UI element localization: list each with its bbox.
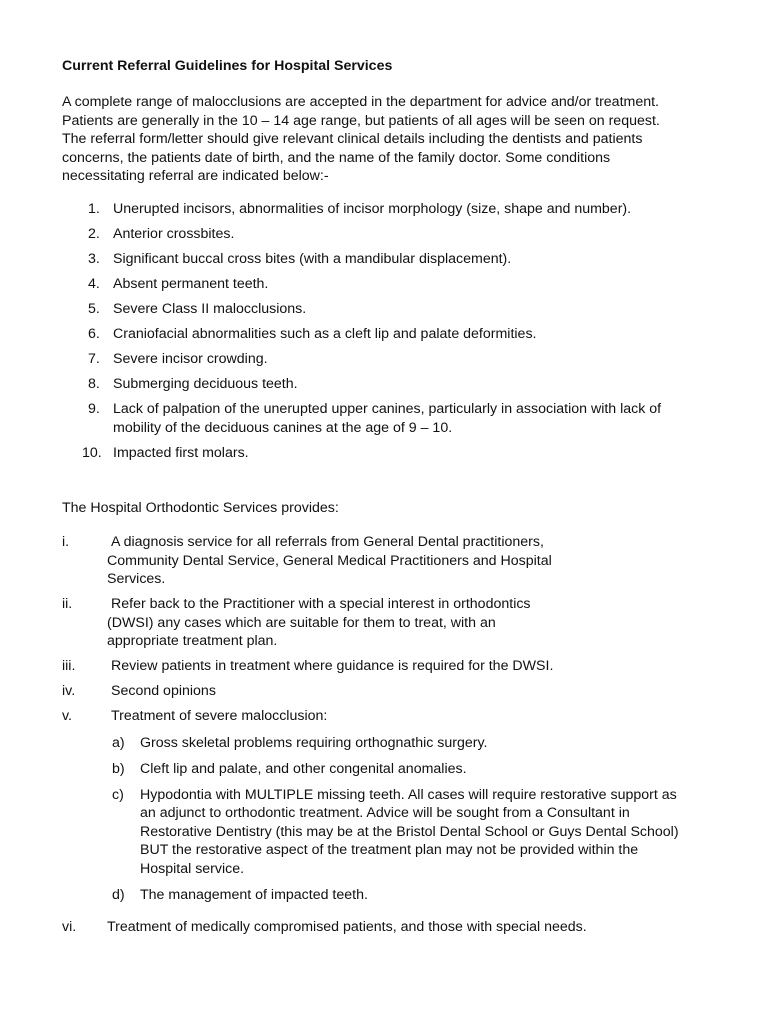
item-number: vi. — [62, 919, 77, 935]
item-text — [107, 707, 679, 726]
item-text: Severe incisor crowding. — [113, 351, 268, 367]
item-text: Unerupted incisors, abnormalities of incisor morphology (size, shape and number). — [113, 201, 632, 217]
item-number: 7. — [88, 351, 100, 367]
intro-paragraph — [62, 93, 722, 186]
item-text: Anterior crossbites. — [113, 226, 235, 242]
item-number: 1. — [88, 201, 100, 217]
item-number: 4. — [88, 276, 100, 292]
intro-line: A complete range of malocclusions are accepted in the department for advice and/or treatment. — [62, 94, 659, 110]
list-item — [0, 533, 679, 589]
sub-item-text: an adjunct to orthodontic treatment. Advice will be sought from a Consultant in — [140, 805, 630, 821]
item-line: (DWSI) any cases which are suitable for them to treat, with an — [107, 614, 496, 631]
sub-list-item — [107, 786, 679, 879]
item-line: Review patients in treatment where guidance is required for the DWSI. — [111, 658, 554, 674]
sub-item-text: Hypodontia with MULTIPLE missing teeth. All cases will require restorative support as — [140, 786, 677, 803]
item-text: Lack of palpation of the unerupted upper canines, particularly in association with lack of — [113, 401, 662, 417]
item-line: appropriate treatment plan. — [107, 633, 278, 649]
list-item — [0, 375, 661, 394]
item-number: i. — [62, 534, 70, 550]
item-number: 2. — [88, 226, 100, 242]
item-text: Significant buccal cross bites (with a mandibular displacement). — [113, 251, 512, 267]
item-text — [107, 533, 679, 589]
item-text — [107, 595, 679, 651]
item-number: 10. — [82, 444, 102, 461]
referral-conditions-list — [0, 200, 661, 469]
item-text: Craniofacial abnormalities such as a cleft lip and palate deformities. — [113, 326, 537, 342]
list-item — [0, 400, 661, 437]
item-number: v. — [62, 708, 72, 724]
list-item — [0, 707, 679, 904]
sub-item-text: Gross skeletal problems requiring orthognathic surgery. — [140, 734, 488, 751]
list-item — [0, 300, 661, 319]
item-line: A diagnosis service for all referrals from General Dental practitioners, — [111, 534, 544, 550]
sub-item-letter: d) — [112, 886, 125, 903]
item-number: 6. — [88, 326, 100, 342]
sub-item-text: BUT the restorative aspect of the treatment plan may not be provided within the — [140, 842, 639, 858]
item-text: Absent permanent teeth. — [113, 276, 269, 292]
sub-item-text: Cleft lip and palate, and other congenital anomalies. — [140, 760, 467, 777]
item-number: 3. — [88, 251, 100, 267]
item-text: Severe Class II malocclusions. — [113, 301, 307, 317]
list-item — [0, 444, 661, 463]
item-number: 9. — [88, 401, 100, 417]
list-item — [0, 200, 661, 219]
item-text — [107, 657, 679, 676]
intro-line: The referral form/letter should give relevant clinical details including the dentists and patients — [62, 131, 643, 147]
item-text — [107, 682, 679, 701]
item-line: Refer back to the Practitioner with a special interest in orthodontics — [111, 596, 531, 612]
malocclusion-sublist — [107, 734, 679, 905]
hospital-services-list — [0, 533, 679, 912]
sub-item-letter: c) — [112, 786, 124, 803]
item-number: iv. — [62, 683, 76, 699]
item-number: ii. — [62, 596, 73, 612]
item-line: Second opinions — [111, 683, 216, 699]
list-item — [0, 275, 661, 294]
list-item — [0, 682, 679, 701]
services-heading: The Hospital Orthodontic Services provides: — [62, 500, 339, 516]
sub-item-text: The management of impacted teeth. — [140, 886, 368, 903]
list-item — [0, 250, 661, 269]
item-line: Treatment of severe malocclusion: — [111, 708, 328, 724]
item-text-continued: mobility of the deciduous canines at the age of 9 – 10. — [113, 419, 453, 436]
list-item — [0, 657, 679, 676]
sub-item-text: Restorative Dentistry (this may be at the Bristol Dental School or Guys Dental School) — [140, 823, 679, 840]
document-title: Current Referral Guidelines for Hospital Services — [62, 58, 393, 74]
sub-item-letter: a) — [112, 734, 125, 751]
intro-line: concerns, the patients date of birth, and the name of the family doctor. Some conditions — [62, 149, 611, 166]
sub-list-item — [107, 734, 679, 753]
item-number: 8. — [88, 376, 100, 392]
list-item — [0, 325, 661, 344]
item-text: Impacted first molars. — [113, 444, 249, 461]
intro-line: necessitating referral are indicated below:- — [62, 168, 329, 184]
sub-item-text: Hospital service. — [140, 860, 245, 877]
sub-item-letter: b) — [112, 760, 125, 777]
list-item — [0, 350, 661, 369]
sub-list-item — [107, 886, 679, 905]
item-text: Treatment of medically compromised patients, and those with special needs. — [107, 919, 587, 935]
list-item — [0, 595, 679, 651]
sub-list-item — [107, 760, 679, 779]
item-text: Submerging deciduous teeth. — [113, 376, 298, 392]
item-line: Services. — [107, 571, 166, 587]
intro-line: Patients are generally in the 10 – 14 age range, but patients of all ages will be seen on request. — [62, 112, 660, 129]
item-line: Community Dental Service, General Medical Practitioners and Hospital — [107, 552, 552, 569]
list-item — [0, 225, 661, 244]
item-number: 5. — [88, 301, 100, 317]
item-number: iii. — [62, 658, 76, 674]
